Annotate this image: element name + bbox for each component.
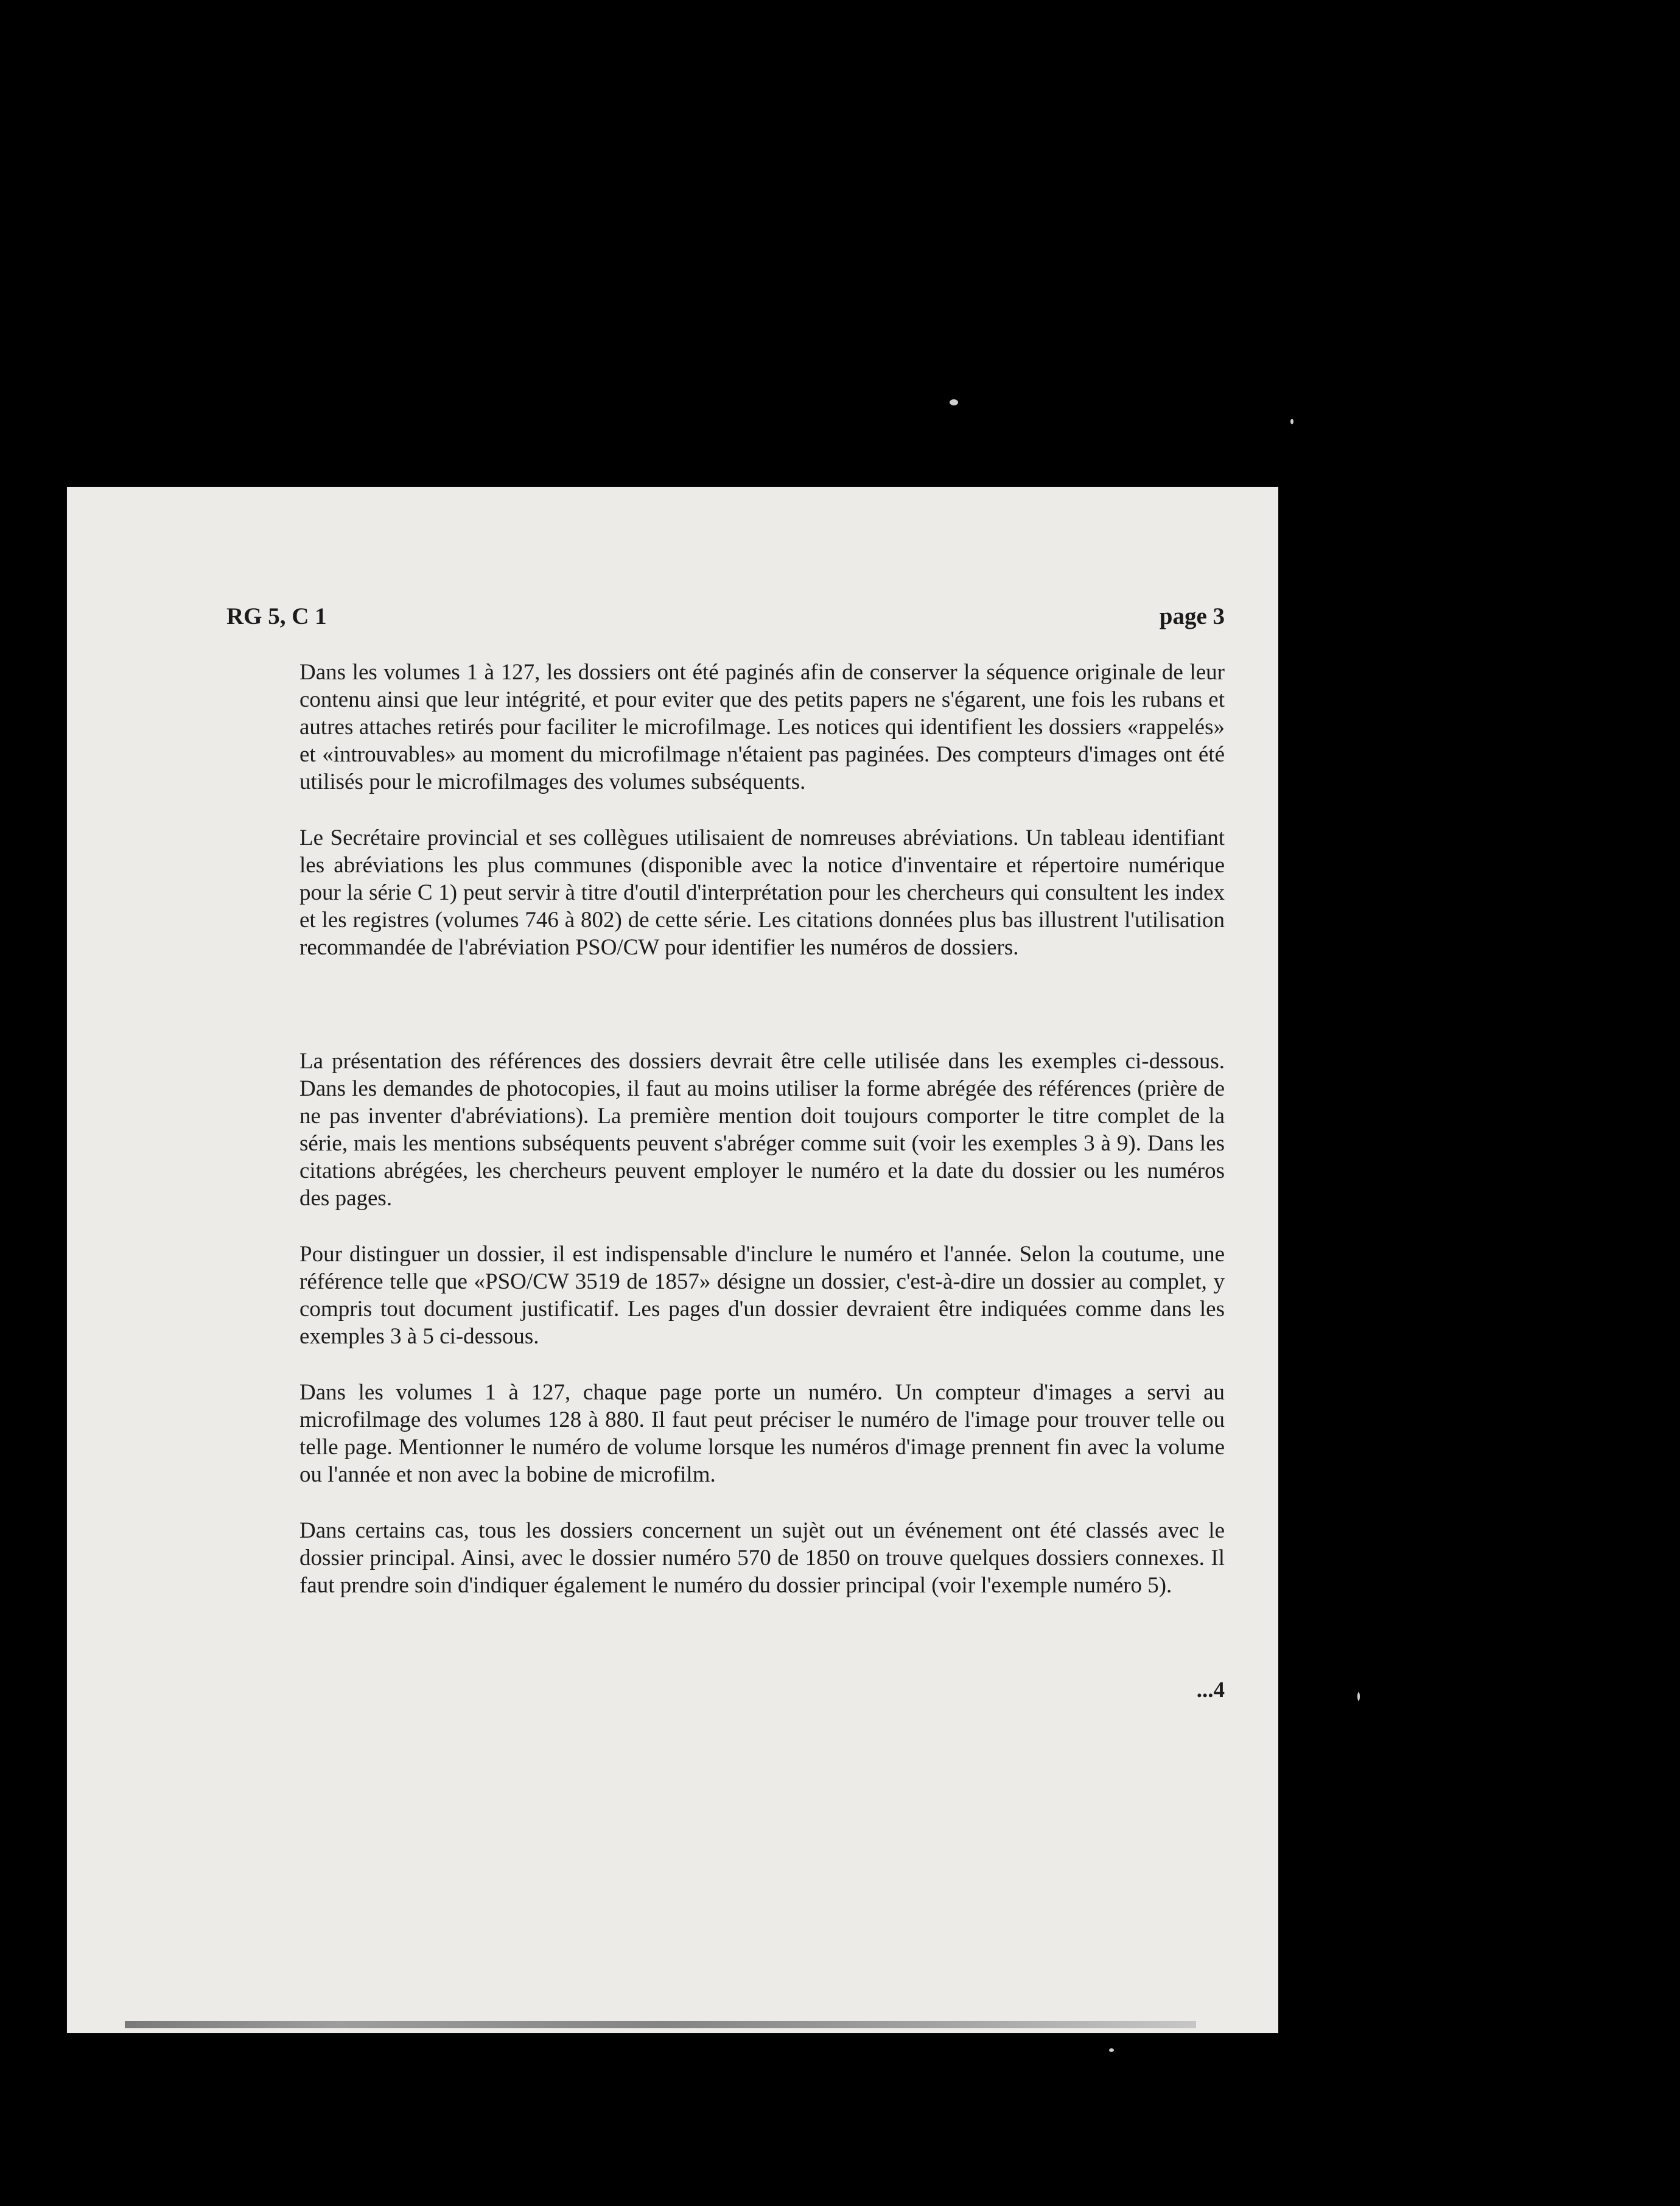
record-group-label: RG 5, C 1 bbox=[226, 603, 327, 629]
paragraph-page-numbers: Dans les volumes 1 à 127, chaque page porte un numéro. Un compteur d'images a servi au microfilmage des volumes 128 à 880. Il faut peut préciser le numéro de l'image pour trouver telle ou telle page. Mentionner le numéro de volume lorsque les numéros d'image prennent fin avec la volume ou l'année et non avec la bobine de microfilm. bbox=[299, 1380, 1225, 1487]
scan-speck bbox=[1109, 2048, 1114, 2052]
document-page bbox=[67, 487, 1278, 2033]
paragraph-pagination: Dans les volumes 1 à 127, les dossiers ont été paginés afin de conserver la séquence originale de leur contenu ainsi que leur intégrité, et pour eviter que des petits papers ne s'égarent, une fois les rubans et autres attaches retirés pour faciliter le microfilmage. Les notices qui identifient les dossiers «rappelés» et «introuvables» au moment du microfilmage n'étaient pas paginées. Des compteurs d'images ont été utilisés pour le microfilmages des volumes subséquents. bbox=[299, 660, 1225, 794]
paragraph-abbreviations: Le Secrétaire provincial et ses collègues utilisaient de nomreuses abréviations. Un tableau identifiant les abréviations les plus communes (disponible avec la notice d'inventaire et répertoire numérique pour la série C 1) peut servir à titre d'outil d'interprétation pour les chercheurs qui consultent les index et les registres (volumes 746 à 802) de cette série. Les citations données plus bas illustrent l'utilisation recommandée de l'abréviation PSO/CW pour identifier les numéros de dossiers. bbox=[299, 825, 1225, 960]
scan-speck bbox=[950, 399, 958, 405]
paragraph-references: La présentation des références des dossiers devrait être celle utilisée dans les exemples ci-dessous. Dans les demandes de photocopies, il faut au moins utiliser la forme abrégée des références (prière de ne pas inventer d'abréviations). La première mention doit toujours comporter le titre complet de la série, mais les mentions subséquents peuvent s'abréger comme suit (voir les exemples 3 à 9). Dans les citations abrégées, les chercheurs peuvent employer le numéro et la date du dossier ou les numéros des pages. bbox=[299, 1049, 1225, 1211]
scan-edge-strip bbox=[125, 2021, 1196, 2028]
scan-speck bbox=[1290, 419, 1293, 424]
paragraph-distinguish-file: Pour distinguer un dossier, il est indispensable d'inclure le numéro et l'année. Selon la coutume, une référence telle que «PSO/CW 3519 de 1857» désigne un dossier, c'est-à-dire un dossier au complet, y compris tout document justificatif. Les pages d'un dossier devraient être indiquées comme dans les exemples 3 à 5 ci-dessous. bbox=[299, 1242, 1225, 1349]
document-body bbox=[299, 659, 1225, 1599]
scan-speck bbox=[1357, 1692, 1360, 1701]
page-number: page 3 bbox=[1159, 603, 1225, 629]
paragraph-related-files: Dans certains cas, tous les dossiers concernent un sujèt out un événement ont été classés avec le dossier principal. Ainsi, avec le dossier numéro 570 de 1850 on trouve quelques dossiers connexes. Il faut prendre soin d'indiquer également le numéro du dossier principal (voir l'exemple numéro 5). bbox=[299, 1518, 1225, 1598]
continuation-marker: ...4 bbox=[1196, 1678, 1225, 1703]
